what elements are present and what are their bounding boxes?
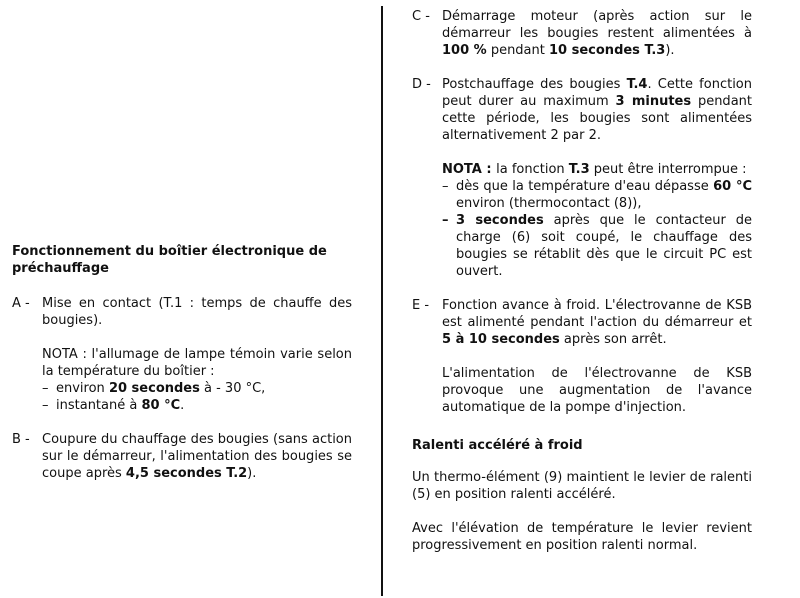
item-e [412,297,752,416]
nota-bullet-2: – instantané à 80 °C. [42,398,185,413]
item-body [442,297,752,416]
nota-bullet-1: – dès que la température d'eau dépasse 60 °C environ (thermocontact (8)), [442,179,752,211]
item-c [412,8,752,59]
nota-intro: NOTA : la fonction T.3 peut être interrompue : [442,162,747,177]
item-body [42,431,352,482]
item-body [442,76,752,280]
item-b-text: Coupure du chauffage des bougies (sans action sur le démarreur, l'alimentation des bougies se coupe après 4,5 secondes T.2). [42,432,352,481]
item-d-text: Postchauffage des bougies T.4. Cette fonction peut durer au maximum 3 minutes pendant cette période, les bougies sont alimentées alternativement 2 par 2. [442,77,752,143]
item-a-text: Mise en contact (T.1 : temps de chauffe des bougies). [42,296,352,328]
nota-block [42,346,352,414]
item-c-text: Démarrage moteur (après action sur le démarreur les bougies restent alimentées à 100 % pendant 10 secondes T.3). [442,9,752,58]
idle-paragraph-2: Avec l'élévation de température le levier revient progressivement en position ralenti normal. [412,521,752,553]
item-e-text: Fonction avance à froid. L'électrovanne de KSB est alimenté pendant l'action du démarreur et 5 à 10 secondes après son arrêt. [442,298,752,347]
item-a [12,295,352,414]
item-e-para2: L'alimentation de l'électrovanne de KSB provoque une augmentation de l'avance automatique de la pompe d'injection. [442,366,752,415]
nota-intro: NOTA : l'allumage de lampe témoin varie selon la température du boîtier : [42,347,352,379]
item-letter: A - [12,296,30,311]
nota-block [442,161,752,280]
item-letter: C - [412,9,430,24]
section-heading-preheating: Fonctionnement du boîtier électronique de préchauffage [12,244,327,276]
nota-bullet-2: – 3 secondes après que le contacteur de charge (6) soit coupé, le chauffage des bougies se rétablit dès que le circuit PC est ouvert. [442,213,752,279]
column-divider [381,6,383,596]
item-letter: E - [412,298,430,313]
item-d [412,76,752,280]
item-b [12,431,352,482]
right-column [412,8,752,571]
idle-paragraph-1: Un thermo-élément (9) maintient le levier de ralenti (5) en position ralenti accéléré. [412,470,752,502]
left-column [12,243,352,499]
item-letter: B - [12,432,30,447]
item-body [442,8,752,59]
section-heading-idle: Ralenti accéléré à froid [412,438,583,453]
item-letter: D - [412,77,431,92]
item-body [42,295,352,414]
nota-bullet-1: – environ 20 secondes à - 30 °C, [42,381,266,396]
